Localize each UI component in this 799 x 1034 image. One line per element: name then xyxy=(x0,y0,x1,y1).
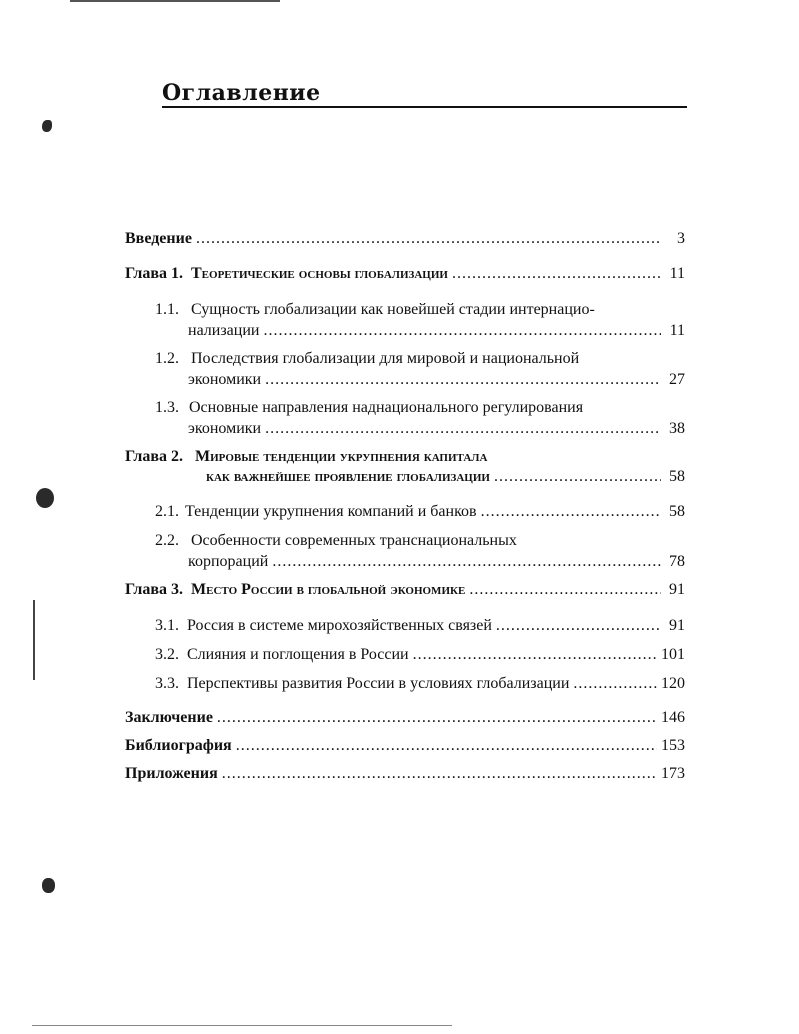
page-number: 11 xyxy=(669,265,685,282)
toc-entry-2-2-line2[interactable] xyxy=(188,552,685,571)
toc-entry-bibliography[interactable] xyxy=(125,736,685,755)
dot-leader xyxy=(263,321,661,340)
toc-entry-1-3-line2[interactable] xyxy=(188,419,685,438)
toc-entry-conclusion[interactable] xyxy=(125,708,685,727)
section-title: Тенденции укрупнения компаний и банков xyxy=(185,503,477,520)
page-number: 101 xyxy=(661,646,685,663)
toc-label: Введение xyxy=(125,230,192,247)
section-number: 3.3. xyxy=(155,675,179,692)
toc-entry-intro[interactable] xyxy=(125,229,685,248)
toc-entry-1-1-line1[interactable] xyxy=(155,300,595,319)
page-number: 3 xyxy=(677,230,685,247)
section-title: Россия в системе мирохозяйственных связей xyxy=(187,617,492,634)
page-number: 58 xyxy=(669,468,685,485)
section-number: 1.3. xyxy=(155,399,179,416)
dot-leader xyxy=(222,764,657,783)
chapter-number: Глава 1. xyxy=(125,265,183,282)
scan-blot xyxy=(42,878,55,893)
page-number: 78 xyxy=(669,553,685,570)
chapter-title: Место России в глобальной экономике xyxy=(191,581,466,598)
toc-entry-chapter-2-line2[interactable] xyxy=(206,467,685,486)
section-title: Последствия глобализации для мировой и национальной xyxy=(191,350,580,367)
dot-leader xyxy=(196,229,661,248)
dot-leader xyxy=(217,708,657,727)
page-number: 120 xyxy=(661,675,685,692)
section-title: Особенности современных транснациональных xyxy=(191,532,517,549)
page-number: 91 xyxy=(669,581,685,598)
chapter-number: Глава 2. xyxy=(125,448,183,465)
section-number: 2.2. xyxy=(155,532,179,549)
chapter-title-cont: как важнейшее проявление глобализации xyxy=(206,468,490,485)
section-number: 2.1. xyxy=(155,503,179,520)
dot-leader xyxy=(413,645,657,664)
section-title: Перспективы развития России в условиях глобализации xyxy=(187,675,570,692)
toc-entry-chapter-2-line1[interactable] xyxy=(125,447,487,466)
toc-label: Приложения xyxy=(125,765,218,782)
page-number: 153 xyxy=(661,737,685,754)
scan-blot xyxy=(42,120,52,132)
toc-entry-chapter-1[interactable] xyxy=(125,264,685,283)
section-title: Основные направления наднационального регулирования xyxy=(189,399,584,416)
dot-leader xyxy=(494,467,661,486)
toc-entry-appendices[interactable] xyxy=(125,764,685,783)
section-number: 1.2. xyxy=(155,350,179,367)
title-underline xyxy=(162,106,687,108)
page-number: 173 xyxy=(661,765,685,782)
toc-entry-3-2[interactable] xyxy=(155,645,685,664)
section-title-cont: экономики xyxy=(188,420,262,437)
dot-leader xyxy=(573,674,657,693)
toc-entry-2-1[interactable] xyxy=(155,502,685,521)
scan-edge-line xyxy=(32,1025,452,1026)
chapter-title: Мировые тенденции укрупнения капитала xyxy=(195,448,488,465)
chapter-title: Теоретические основы глобализации xyxy=(191,265,448,282)
section-title-cont: корпораций xyxy=(188,553,269,570)
toc-entry-3-1[interactable] xyxy=(155,616,685,635)
dot-leader xyxy=(265,419,661,438)
toc-entry-1-2-line2[interactable] xyxy=(188,370,685,389)
toc-entry-1-1-line2[interactable] xyxy=(188,321,685,340)
toc-entry-2-2-line1[interactable] xyxy=(155,531,517,550)
scan-top-mark xyxy=(70,0,280,2)
page-number: 146 xyxy=(661,709,685,726)
page-title: Оглавление xyxy=(162,80,321,106)
section-title-cont: нализации xyxy=(188,322,260,339)
toc-entry-chapter-3[interactable] xyxy=(125,580,685,599)
section-title: Сущность глобализации как новейшей стадии интернацио- xyxy=(191,301,595,318)
scan-edge-line xyxy=(33,600,35,680)
page-number: 38 xyxy=(669,420,685,437)
toc-entry-3-3[interactable] xyxy=(155,674,685,693)
page-number: 91 xyxy=(669,617,685,634)
toc-label: Заключение xyxy=(125,709,213,726)
section-number: 3.1. xyxy=(155,617,179,634)
section-title: Слияния и поглощения в России xyxy=(187,646,409,663)
page-number: 11 xyxy=(669,322,685,339)
page-number: 58 xyxy=(669,503,685,520)
dot-leader xyxy=(236,736,657,755)
toc-entry-1-3-line1[interactable] xyxy=(155,398,583,417)
toc-entry-1-2-line1[interactable] xyxy=(155,349,579,368)
section-title-cont: экономики xyxy=(188,371,262,388)
dot-leader xyxy=(496,616,661,635)
chapter-number: Глава 3. xyxy=(125,581,183,598)
scan-blot xyxy=(36,488,54,508)
dot-leader xyxy=(481,502,661,521)
toc-label: Библиография xyxy=(125,737,232,754)
dot-leader xyxy=(265,370,661,389)
page-number: 27 xyxy=(669,371,685,388)
section-number: 1.1. xyxy=(155,301,179,318)
dot-leader xyxy=(452,264,661,283)
dot-leader xyxy=(469,580,661,599)
section-number: 3.2. xyxy=(155,646,179,663)
dot-leader xyxy=(272,552,661,571)
